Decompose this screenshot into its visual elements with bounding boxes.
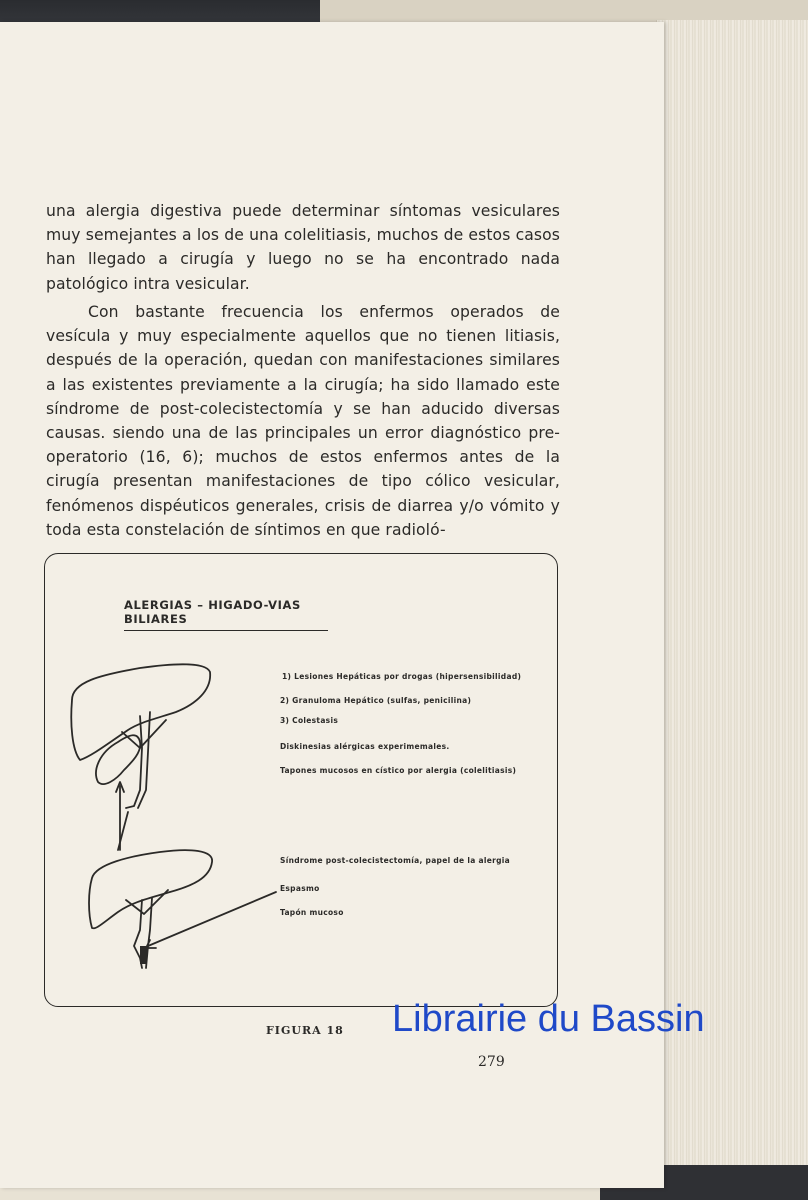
figure-title: ALERGIAS – HIGADO-VIAS BILIARES [124, 598, 328, 631]
figure-item-5: Tapones mucosos en cístico por alergia (colelitiasis) [280, 766, 517, 775]
figure-item-6: Síndrome post-colecistectomía, papel de la alergia [280, 856, 511, 865]
figure-item-8: Tapón mucoso [280, 908, 344, 917]
paragraph-2: Con bastante frecuencia los enfermos operados de vesícula y muy especialmente aquellos que no tienen litiasis, después de la operación, quedan con manifestaciones similares a las existentes previamente a la cirugía; ha sido llamado este síndrome de post-colecistectomía y se han aducido diversas causas. siendo una de las principales un error diagnóstico pre-operatorio (16, 6); muchos de estos enfermos antes de la cirugía presentan manifestaciones de tipo cólico vesicular, fenómenos dispéuticos generales, crisis de diarrea y/o vómito y toda esta constelación de síntimos en que radioló- [46, 303, 560, 539]
figure-item-4: Diskinesias alérgicas experimemales. [280, 742, 450, 751]
figure-item-7: Espasmo [280, 884, 320, 893]
figure-caption: FIGURA 18 [266, 1024, 344, 1037]
figure-item-1: 1) Lesiones Hepáticas por drogas (hipersensibilidad) [282, 672, 522, 681]
paragraph-1: una alergia digestiva puede determinar síntomas vesiculares muy semejantes a los de una colelitiasis, muchos de estos casos han llegado a cirugía y luego no se ha encontrado nada patológico intra vesicular. [46, 202, 560, 293]
figure-item-3: 3) Colestasis [280, 716, 339, 725]
watermark: Librairie du Bassin [392, 998, 705, 1040]
figure-item-2: 2) Granuloma Hepático (sulfas, penicilina) [280, 696, 472, 705]
page-number: 279 [478, 1054, 505, 1070]
